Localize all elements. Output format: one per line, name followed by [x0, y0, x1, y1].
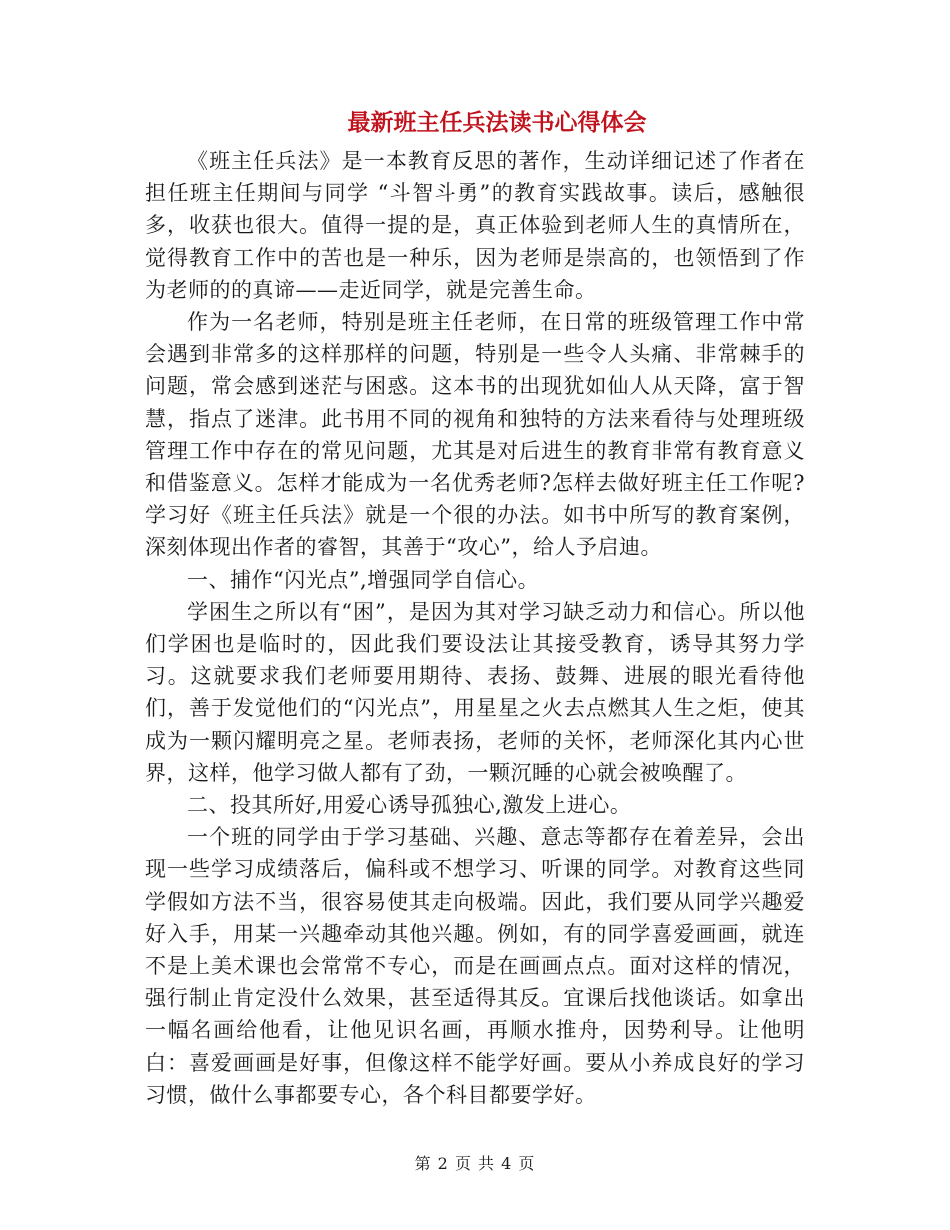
paragraph-intro: 《班主任兵法》是一本教育反思的著作，生动详细记述了作者在担任班主任期间与同学 “斗智斗勇”的教育实践故事。读后，感触很多，收获也很大。值得一提的是，真正体验到老师人生的真情所在，觉得教育工作中的苦也是一种乐，因为老师是崇高的，也领悟到了作为老师的的真谛——走近同学，就是完善生命。 [145, 149, 805, 302]
paragraph-section-2: 一个班的同学由于学习基础、兴趣、意志等都存在着差异，会出现一些学习成绩落后，偏科或不想学习、听课的同学。对教育这些同学假如方法不当，很容易使其走向极端。因此，我们要从同学兴趣爱好入手，用某一兴趣牵动其他兴趣。例如，有的同学喜爱画画，就连不是上美术课也会常常不专心，而是在画画点点。面对这样的情况，强行制止肯定没什么效果，甚至适得其反。宜课后找他谈话。如拿出一幅名画给他看，让他见识名画，再顺水推舟，因势利导。让他明白：喜爱画画是好事，但像这样不能学好画。要从小养成良好的学习习惯，做什么事都要专心，各个科目都要学好。 [145, 825, 805, 1107]
paragraph-role: 作为一名老师，特别是班主任老师，在日常的班级管理工作中常会遇到非常多的这样那样的问题，特别是一些令人头痛、非常棘手的问题，常会感到迷茫与困惑。这本书的出现犹如仙人从天降，富于智慧，指点了迷津。此书用不同的视角和独特的方法来看待与处理班级管理工作中存在的常见问题，尤其是对后进生的教育非常有教育意义和借鉴意义。怎样才能成为一名优秀老师?怎样去做好班主任工作呢?学习好《班主任兵法》就是一个很的办法。如书中所写的教育案例，深刻体现出作者的睿智，其善于“攻心”，给人予启迪。 [145, 310, 805, 560]
paragraph-section-1: 学困生之所以有“困”，是因为其对学习缺乏动力和信心。所以他们学困也是临时的，因此我们要设法让其接受教育，诱导其努力学习。这就要求我们老师要用期待、表扬、鼓舞、进展的眼光看待他们，善于发觉他们的“闪光点”，用星星之火去点燃其人生之炬，使其成为一颗闪耀明亮之星。老师表扬，老师的关怀，老师深化其内心世界，这样，他学习做人都有了劲，一颗沉睡的心就会被唤醒了。 [145, 599, 805, 785]
document-title: 最新班主任兵法读书心得体会 [347, 109, 647, 136]
page-number-footer: 第 2 页 共 4 页 [414, 1154, 536, 1173]
section-heading-1: 一、捕作“闪光点”,增强同学自信心。 [187, 567, 540, 592]
document-body [145, 145, 805, 1111]
section-heading-2: 二、投其所好,用爱心诱导孤独心,激发上进心。 [187, 793, 632, 818]
